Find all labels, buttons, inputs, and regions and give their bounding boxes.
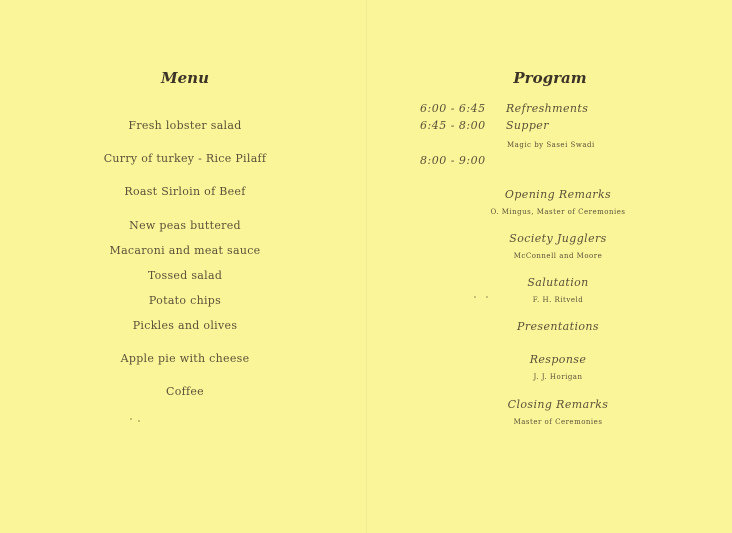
center-fold <box>366 0 367 533</box>
event-title: Presentations <box>517 320 599 333</box>
schedule-time: 8:00 - 9:00 <box>420 154 486 167</box>
event-presenter: J. J. Horigan <box>533 373 583 381</box>
menu-item: Roast Sirloin of Beef <box>124 185 246 198</box>
event-title: Society Jugglers <box>509 232 607 245</box>
menu-item: Apple pie with cheese <box>120 352 250 365</box>
menu-item: Macaroni and meat sauce <box>109 244 261 257</box>
paper-speck <box>474 296 476 298</box>
menu-item: Coffee <box>165 385 204 398</box>
event-title: Response <box>529 353 587 366</box>
menu-item: Potato chips <box>148 294 222 307</box>
schedule-label: Supper <box>506 119 549 132</box>
event-presenter: F. H. Ritveld <box>532 296 584 304</box>
menu-item: Pickles and olives <box>132 319 238 332</box>
schedule-label: Refreshments <box>506 102 589 115</box>
paper-speck <box>486 296 488 298</box>
paper-speck <box>138 420 140 422</box>
paper-speck <box>130 418 132 420</box>
event-presenter: Master of Ceremonies <box>513 418 603 426</box>
menu-item: Curry of turkey - Rice Pilaff <box>103 152 267 165</box>
event-presenter: McConnell and Moore <box>513 252 603 260</box>
menu-item: Fresh lobster salad <box>128 119 242 132</box>
schedule-time: 6:00 - 6:45 <box>420 102 486 115</box>
event-title: Salutation <box>527 276 589 289</box>
supper-note: Magic by Sasei Swadi <box>507 141 595 149</box>
menu-heading: Menu <box>161 69 209 87</box>
event-title: Opening Remarks <box>504 188 612 201</box>
event-title: Closing Remarks <box>507 398 609 411</box>
menu-item: New peas buttered <box>129 219 241 232</box>
event-presenter: O. Mingus, Master of Ceremonies <box>490 208 626 216</box>
schedule-time: 6:45 - 8:00 <box>420 119 486 132</box>
menu-item: Tossed salad <box>147 269 223 282</box>
program-heading: Program <box>513 69 587 87</box>
